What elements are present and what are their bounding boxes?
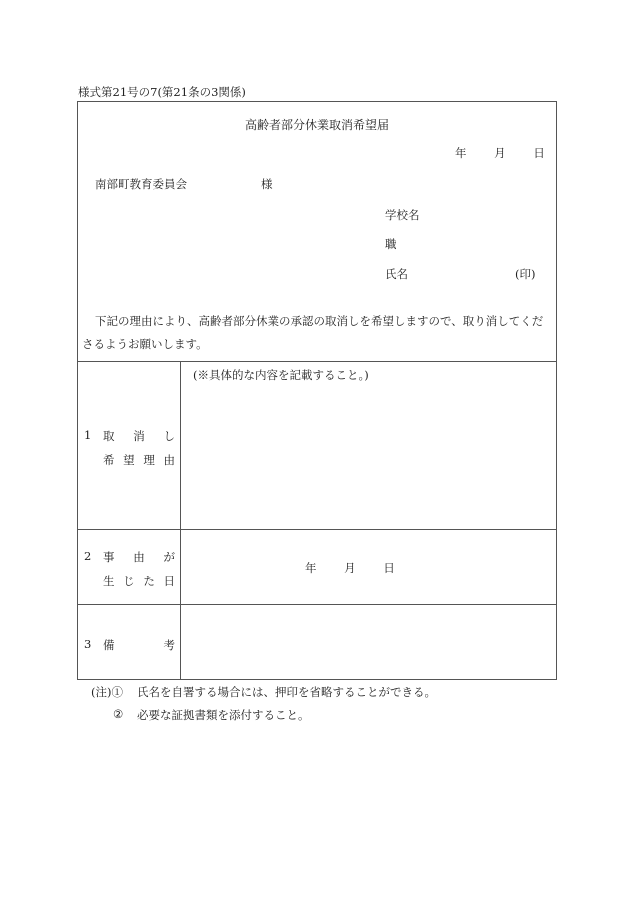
outer-border-left — [77, 101, 78, 680]
addressee-name: 南部町教育委員会 — [95, 177, 187, 191]
row1-number: 1 — [84, 428, 92, 442]
column-divider — [180, 361, 181, 679]
outer-border-right — [556, 101, 557, 680]
reason-instruction: (※具体的な内容を記載すること。) — [193, 368, 369, 382]
row3-label: 備 考 — [103, 638, 175, 652]
row1-label-line1: 取 消 し — [103, 429, 175, 443]
date-day: 日 — [533, 146, 545, 160]
date-month: 月 — [494, 146, 506, 160]
request-text-line1: 下記の理由により、高齢者部分休業の承認の取消しを希望しますので、取り消してくだ — [95, 314, 544, 328]
position-label: 職 — [385, 237, 397, 251]
note-2: 必要な証拠書類を添付すること。 — [137, 708, 310, 722]
occurrence-day: 日 — [383, 561, 395, 575]
row-divider-1 — [77, 361, 557, 362]
row-divider-3 — [77, 604, 557, 605]
document-title: 高齢者部分休業取消希望届 — [244, 118, 389, 132]
outer-border-top — [77, 101, 557, 102]
outer-border-bottom — [77, 679, 557, 680]
occurrence-year: 年 — [305, 561, 317, 575]
row2-number: 2 — [84, 549, 92, 563]
applicant-name-label: 氏名 — [385, 267, 408, 281]
submission-date — [455, 145, 545, 161]
occurrence-month: 月 — [344, 561, 356, 575]
note-1: 氏名を自署する場合には、押印を省略することができる。 — [137, 685, 436, 699]
remarks-input-area[interactable] — [182, 606, 554, 677]
notes-prefix: (注)① — [91, 685, 123, 699]
school-name-label: 学校名 — [385, 208, 420, 222]
note-2-marker: ② — [113, 707, 124, 721]
row-divider-2 — [77, 529, 557, 530]
row2-label-line1: 事 由 が — [103, 550, 175, 564]
request-text-line2: さるようお願いします。 — [82, 337, 208, 351]
row2-label-line2: 生 じ た 日 — [103, 574, 175, 588]
seal-mark: (印) — [515, 267, 536, 281]
reason-input-area[interactable] — [182, 385, 554, 527]
row3-number: 3 — [84, 637, 92, 651]
row1-label-line2: 希 望 理 由 — [103, 453, 175, 467]
date-year: 年 — [455, 146, 467, 160]
form-number: 様式第21号の7(第21条の3関係) — [78, 85, 246, 99]
occurrence-date-field[interactable] — [305, 560, 395, 576]
addressee-honorific: 様 — [261, 177, 273, 191]
